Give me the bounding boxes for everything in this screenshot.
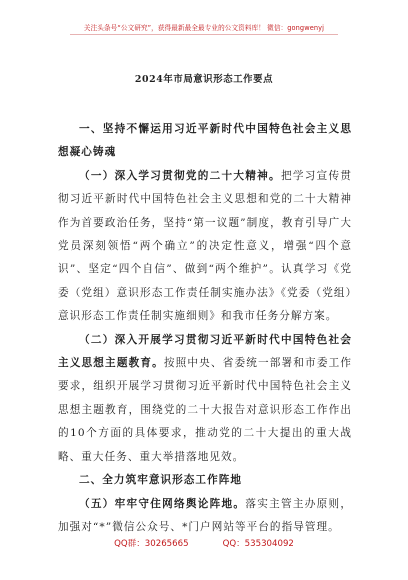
header-banner: 关注头条号“公文研究”，获得最新最全最专业的公文资料库！ 微信：gongwenyj <box>83 24 325 32</box>
paragraph-1-heading: （一）深入学习贯彻党的二十大精神。 <box>79 169 281 182</box>
paragraph-2-heading: （二）深入开展学习贯彻习近平新时代中国特色社会主义思想主题教育。 <box>58 333 352 370</box>
document-body <box>58 118 352 539</box>
paragraph-2 <box>58 329 352 469</box>
paragraph-1-text: 把学习宣传贯彻习近平新时代中国特色社会主义思想和党的二十大精神作为首要政治任务，坚持“第一议题”制度，教育引导广大党员深刻领悟“两个确立”的决定性意义，增强“四个意识”、坚定“四个自信”、做到“两个维护”。认真学习《党委（党组）意识形态工作责任制实施办法》《党委（党组）意识形态工作责任制实施细则》和我市任务分解方案。 <box>58 169 352 323</box>
paragraph-5-heading: （五）牢牢守住网络舆论阵地。 <box>79 497 246 510</box>
paragraph-1 <box>58 165 352 329</box>
paragraph-2-text: 按照中央、省委统一部署和市委工作要求，组织开展学习贯彻习近平新时代中国特色社会主义思想主题教育，围绕党的二十大报告对意识形态工作作出的10个方面的具体要求，推动党的二十大提出的重大战略、重大任务、重大举措落地见效。 <box>58 357 352 463</box>
paragraph-5-text: 落实主管主办原则，加强对“*”微信公众号、*门户网站等平台的指导管理。 <box>58 497 352 533</box>
footer-contact <box>0 537 408 549</box>
footer-qq: QQ：535304092 <box>222 539 294 549</box>
section-heading-2: 二、全力筑牢意识形态工作阵地 <box>79 474 243 487</box>
document-title: 2024年市局意识形态工作要点 <box>134 74 274 85</box>
header-divider <box>70 34 338 35</box>
section-heading-1: 一、坚持不懈运用习近平新时代中国特色社会主义思想凝心铸魂 <box>58 123 352 159</box>
paragraph-5 <box>58 493 352 540</box>
footer-qq-group: QQ群：30265665 <box>114 539 189 549</box>
